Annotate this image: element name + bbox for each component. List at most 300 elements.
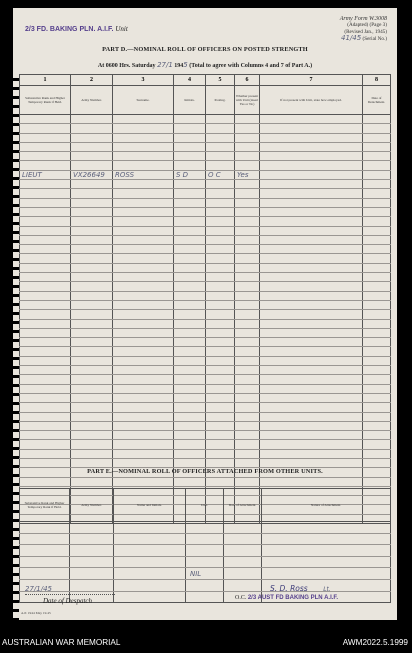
table-cell [20,142,71,151]
table-cell [235,412,260,421]
table-cell [113,449,174,458]
table-cell [235,458,260,467]
table-cell [71,421,113,430]
table-cell [235,431,260,440]
table-cell [174,180,206,189]
table-cell [174,245,206,254]
table-cell [235,254,260,263]
table-cell [363,217,391,226]
table-cell [174,263,206,272]
table-cell [235,273,260,282]
table-cell [235,449,260,458]
table-cell [206,300,235,309]
table-row [20,403,391,412]
table-row [20,310,391,319]
table-cell [20,235,71,244]
table-cell [71,235,113,244]
signature-block [235,584,395,601]
table-cell [206,449,235,458]
table-cell [206,133,235,142]
table-cell [174,152,206,161]
table-cell [206,198,235,207]
table-row [20,458,391,467]
table-cell [363,189,391,198]
form-revised: (Revised Jan., 1945) [344,28,387,35]
table-cell [262,545,391,557]
table-cell [20,273,71,282]
unit-label: Unit [115,25,128,33]
column-header: Initials. [174,86,206,115]
table-cell [71,161,113,170]
table-row [20,568,391,580]
table-cell [260,431,363,440]
table-cell [174,226,206,235]
table-row [20,189,391,198]
table-cell [20,245,71,254]
table-cell [235,161,260,170]
table-cell [363,180,391,189]
table-row [20,431,391,440]
table-cell [113,300,174,309]
table-cell [113,338,174,347]
table-cell [113,226,174,235]
table-cell [174,384,206,393]
table-cell [71,356,113,365]
table-cell [71,152,113,161]
table-cell [260,226,363,235]
table-cell [20,291,71,300]
table-cell [20,170,71,179]
unit-handwritten: 2/3 FD. BAKING PLN. A.I.F. [25,26,114,33]
entry-initials: S D [176,170,189,179]
signature: S. D. Ross [270,584,308,593]
table-cell [363,152,391,161]
table-cell [113,180,174,189]
table-cell [70,533,114,545]
table-cell [260,170,363,179]
table-cell [71,338,113,347]
table-cell [20,328,71,337]
table-cell [206,356,235,365]
at-year-handwritten: 5 [183,61,188,69]
table-cell [71,254,113,263]
table-cell [206,273,235,282]
table-cell [71,133,113,142]
table-cell [260,421,363,430]
table-row [20,319,391,328]
table-cell [20,161,71,170]
table-cell [71,458,113,467]
table-cell [260,152,363,161]
table-cell [20,568,70,580]
table-cell [20,152,71,161]
table-cell [235,375,260,384]
table-cell [174,328,206,337]
table-cell [235,403,260,412]
entry-present: Yes [237,170,249,179]
table-cell [20,300,71,309]
table-cell [71,449,113,458]
at-prefix: At 0600 Hrs. Saturday [97,63,156,69]
table-cell [206,412,235,421]
table-cell [363,449,391,458]
table-cell [20,217,71,226]
table-cell [186,568,224,580]
table-cell [113,217,174,226]
table-cell [113,142,174,151]
table-cell [114,545,186,557]
table-cell [114,533,186,545]
column-header: Name and Initials. [114,489,186,522]
table-cell [235,477,260,486]
table-cell [114,579,186,591]
table-cell [206,458,235,467]
table-cell [174,356,206,365]
table-cell [20,180,71,189]
table-cell [260,180,363,189]
table-cell [235,366,260,375]
despatch-date-label: Date of Despatch [43,597,92,605]
table-row [20,300,391,309]
column-header: Army Number. [70,489,114,522]
table-row [20,421,391,430]
part-d-title: PART D.—NOMINAL ROLL OF OFFICERS ON POSTED STRENGTH [102,46,308,53]
table-cell [206,124,235,133]
table-cell [71,393,113,402]
table-cell [113,189,174,198]
oc-stamp: 2/3 AUST FD BAKING PLN A.I.F. [247,595,339,601]
table-row [20,291,391,300]
table-cell [174,115,206,124]
table-cell [363,198,391,207]
table-cell [363,310,391,319]
table-row [20,282,391,291]
table-cell [363,207,391,216]
table-cell [71,328,113,337]
column-header: Nature of Attachment. [262,489,391,522]
table-cell [235,189,260,198]
table-cell [174,189,206,198]
table-cell [113,198,174,207]
table-cell [235,421,260,430]
table-cell [20,393,71,402]
table-cell [113,170,174,179]
table-cell [20,133,71,142]
table-cell [113,347,174,356]
column-header: Unit. [186,489,224,522]
table-cell [71,282,113,291]
table-row [20,366,391,375]
table-cell [174,375,206,384]
table-cell [174,133,206,142]
table-cell [174,412,206,421]
table-cell [174,124,206,133]
table-cell [363,254,391,263]
table-cell [206,142,235,151]
table-cell [363,393,391,402]
table-cell [113,356,174,365]
table-cell [235,393,260,402]
table-row [20,115,391,124]
table-cell [363,263,391,272]
table-cell [260,300,363,309]
table-cell [20,207,71,216]
table-row [20,152,391,161]
table-cell [71,310,113,319]
table-cell [363,366,391,375]
table-cell [363,226,391,235]
table-cell [174,403,206,412]
table-cell [260,189,363,198]
table-cell [186,533,224,545]
column-number: 1 [20,75,71,86]
at-year-prefix: 194 [174,63,184,69]
table-cell [114,556,186,568]
table-cell [206,254,235,263]
table-cell [20,384,71,393]
table-cell [206,366,235,375]
table-cell [113,403,174,412]
table-cell [20,282,71,291]
table-cell [363,235,391,244]
table-cell [113,421,174,430]
column-number-row [20,75,391,86]
table-cell [174,161,206,170]
table-cell [363,328,391,337]
table-row [20,133,391,142]
table-cell [113,282,174,291]
table-cell [174,142,206,151]
entry-army-number: VX26649 [73,170,105,179]
printer-note: A.P. 1944 May 19.45 [21,611,51,615]
table-cell [113,124,174,133]
table-cell [363,133,391,142]
table-cell [174,273,206,282]
table-cell [113,133,174,142]
table-cell [20,545,70,557]
table-cell [71,300,113,309]
table-cell [363,375,391,384]
table-cell [113,245,174,254]
table-cell [224,545,262,557]
table-cell [235,142,260,151]
table-row [20,356,391,365]
table-cell [260,403,363,412]
table-cell [224,533,262,545]
table-cell [71,477,113,486]
at-hours-line [13,61,397,69]
table-cell [260,207,363,216]
table-cell [20,198,71,207]
table-cell [363,124,391,133]
table-cell [20,263,71,272]
table-cell [70,568,114,580]
table-row [20,207,391,216]
table-cell [260,440,363,449]
table-cell [71,124,113,133]
table-cell [224,568,262,580]
table-cell [186,545,224,557]
table-cell [20,449,71,458]
nil-entry: NIL [190,569,202,578]
table-cell [235,356,260,365]
table-cell [260,384,363,393]
despatch-date-handwritten: 27/1/45 [25,585,115,595]
table-cell [113,375,174,384]
table-cell [363,300,391,309]
table-cell [113,310,174,319]
table-cell [20,338,71,347]
form-title: Army Form W.3008 [339,16,387,22]
table-cell [260,254,363,263]
table-cell [71,375,113,384]
table-cell [113,440,174,449]
table-cell [363,458,391,467]
table-cell [363,477,391,486]
table-cell [113,366,174,375]
table-cell [260,142,363,151]
table-cell [260,375,363,384]
table-cell [206,291,235,300]
table-cell [363,403,391,412]
table-cell [235,300,260,309]
table-cell [20,115,71,124]
table-cell [206,393,235,402]
table-cell [71,142,113,151]
table-cell [206,217,235,226]
column-number: 7 [260,75,363,86]
table-cell [363,347,391,356]
table-row [20,245,391,254]
table-cell [260,235,363,244]
table-cell [260,347,363,356]
column-header: Substantive Rank and Higher Temporary Rank if Held. [20,489,70,522]
table-cell [20,431,71,440]
table-cell [206,384,235,393]
table-cell [113,458,174,467]
table-row [20,556,391,568]
table-cell [206,403,235,412]
table-cell [174,458,206,467]
table-cell [113,291,174,300]
table-cell [174,310,206,319]
table-cell [113,431,174,440]
table-row [20,449,391,458]
table-cell [206,152,235,161]
table-cell [71,189,113,198]
column-number: 5 [206,75,235,86]
table-cell [174,254,206,263]
table-cell [206,170,235,179]
table-cell [206,263,235,272]
table-cell [363,384,391,393]
table-cell [114,591,186,603]
table-cell [70,522,114,534]
table-cell [20,556,70,568]
column-header-row [20,86,391,115]
table-cell [206,180,235,189]
table-cell [174,431,206,440]
table-cell [113,412,174,421]
table-cell [20,189,71,198]
table-cell [71,319,113,328]
table-cell [363,282,391,291]
table-cell [174,393,206,402]
table-cell [235,115,260,124]
table-cell [113,152,174,161]
table-cell [20,375,71,384]
table-cell [206,440,235,449]
table-cell [20,403,71,412]
table-cell [71,440,113,449]
table-row [20,477,391,486]
table-cell [235,310,260,319]
table-cell [206,477,235,486]
part-e-title: PART E.—NOMINAL ROLL OF OFFICERS ATTACHED FROM OTHER UNITS. [87,468,323,475]
table-row [20,545,391,557]
table-cell [224,522,262,534]
table-row [20,142,391,151]
table-cell [113,207,174,216]
table-cell [206,421,235,430]
table-cell [363,245,391,254]
table-cell [71,207,113,216]
table-cell [206,310,235,319]
table-row [20,161,391,170]
table-cell [260,282,363,291]
column-header: Substantive Rank and Higher Temporary Rank if Held. [20,86,71,115]
column-header: Whether present with Unit (insert Yes or No) [235,86,260,115]
table-cell [206,282,235,291]
table-cell [174,440,206,449]
table-cell [20,412,71,421]
table-cell [206,189,235,198]
table-row [20,440,391,449]
table-cell [71,170,113,179]
table-cell [260,263,363,272]
table-row [20,180,391,189]
table-cell [363,273,391,282]
table-cell [174,449,206,458]
table-cell [262,522,391,534]
table-row [20,235,391,244]
table-cell [113,263,174,272]
table-cell [71,384,113,393]
table-row [20,198,391,207]
table-cell [363,170,391,179]
table-cell [235,124,260,133]
oc-prefix: O.C. [235,595,247,601]
table-cell [260,310,363,319]
table-cell [186,556,224,568]
table-cell [235,207,260,216]
column-number: 8 [363,75,391,86]
table-cell [71,245,113,254]
table-cell [113,161,174,170]
table-cell [186,522,224,534]
table-cell [260,217,363,226]
table-cell [174,170,206,179]
table-cell [113,393,174,402]
table-cell [206,235,235,244]
table-cell [174,207,206,216]
archive-id: AWM2022.5.1999 [342,638,408,647]
column-header: Date of Detachment. [363,86,391,115]
table-cell [260,198,363,207]
table-cell [71,217,113,226]
table-cell [174,291,206,300]
column-header: Army Number. [71,86,113,115]
